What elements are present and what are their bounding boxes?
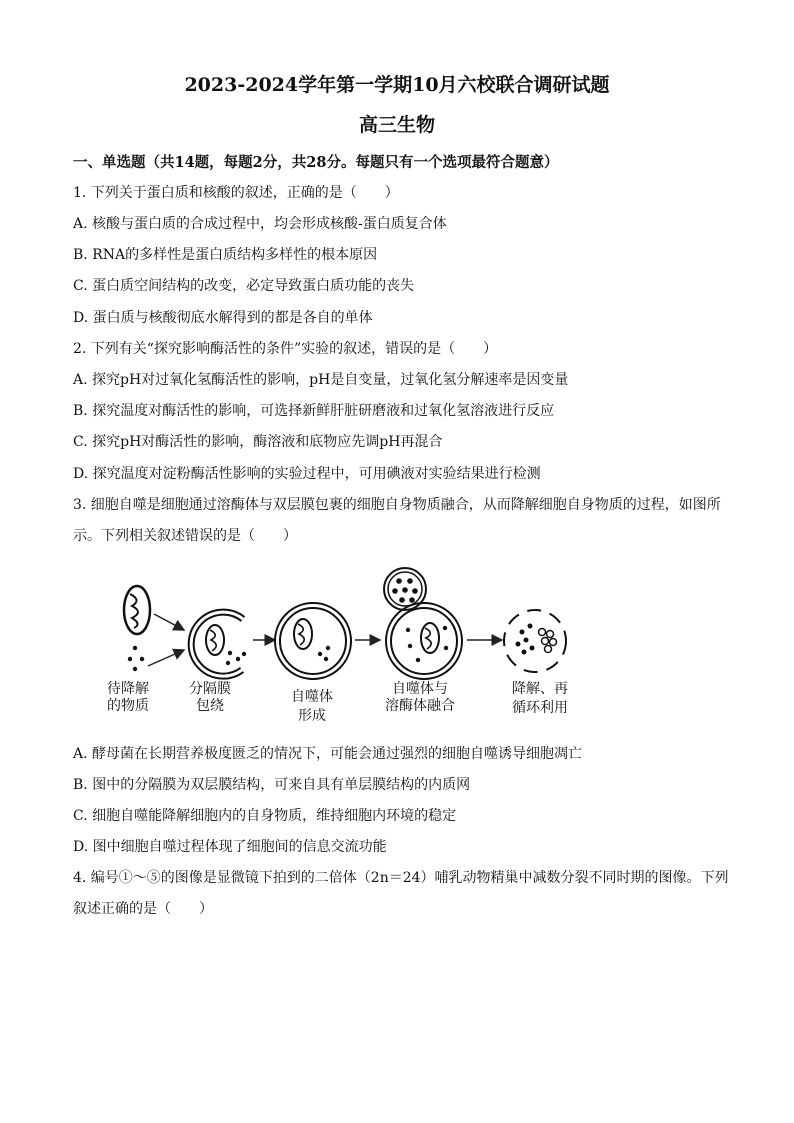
label-recycle-line-1: 降解、再: [512, 681, 568, 697]
question-2-option-c: C. 探究pH对酶活性的影响，酶溶液和底物应先调pH再混合: [73, 434, 443, 450]
question-3-option-b: B. 图中的分隔膜为双层膜结构，可来自具有单层膜结构的内质网: [73, 777, 471, 793]
question-2-option-a: A. 探究pH对过氧化氢酶活性的影响，pH是自变量，过氧化氢分解速率是因变量: [73, 372, 569, 388]
arrow-icon: [154, 614, 184, 630]
exam-title: 2023-2024学年第一学期10月六校联合调研试题: [184, 74, 610, 96]
question-4-stem-line-2: 叙述正确的是（ ）: [73, 901, 213, 917]
exam-subtitle: 高三生物: [358, 114, 435, 136]
label-fusion-line-2: 溶酶体融合: [385, 698, 455, 714]
section-heading: 一、单选题（共14题，每题2分，共28分。每题只有一个选项最符合题意）: [73, 154, 559, 171]
question-1-option-a: A. 核酸与蛋白质的合成过程中，均会形成核酸-蛋白质复合体: [73, 216, 447, 232]
question-3-stem-line-1: 3. 细胞自噬是细胞通过溶酶体与双层膜包裹的细胞自身物质融合，从而降解细胞自身物质的过程，如图所: [73, 497, 721, 513]
label-substrate-line-1: 待降解: [107, 681, 149, 697]
question-1-option-d: D. 蛋白质与核酸彻底水解得到的都是各自的单体: [73, 310, 373, 326]
isolation-membrane-icon: [191, 612, 246, 676]
question-1-option-b: B. RNA的多样性是蛋白质结构多样性的根本原因: [73, 247, 378, 263]
question-3-option-a: A. 酵母菌在长期营养极度匮乏的情况下，可能会通过强烈的细胞自噬诱导细胞凋亡: [73, 746, 583, 762]
label-autophagosome-line-1: 自噬体: [291, 689, 333, 705]
question-1-stem: 1. 下列关于蛋白质和核酸的叙述，正确的是（ ）: [73, 185, 399, 201]
label-fusion-line-1: 自噬体与: [392, 681, 448, 697]
question-2-stem: 2. 下列有关“探究影响酶活性的条件”实验的叙述，错误的是（ ）: [73, 341, 498, 357]
small-particles-icon: [128, 646, 144, 671]
question-4-stem-line-1: 4. 编号①～⑤的图像是显微镜下拍到的二倍体（2n＝24）哺乳动物精巢中减数分裂不同时期的图像。下列: [73, 870, 729, 886]
question-2-option-d: D. 探究温度对淀粉酶活性影响的实验过程中，可用碘液对实验结果进行检测: [73, 466, 541, 482]
question-3-option-d: D. 图中细胞自噬过程体现了细胞间的信息交流功能: [73, 839, 387, 855]
autophagosome-icon: [275, 603, 351, 679]
question-2-option-b: B. 探究温度对酶活性的影响，可选择新鲜肝脏研磨液和过氧化氢溶液进行反应: [73, 403, 555, 419]
mitochondrion-icon: [124, 586, 150, 634]
label-isolation-line-1: 分隔膜: [189, 681, 231, 697]
label-isolation-line-2: 包绕: [196, 698, 224, 714]
label-substrate-line-2: 的物质: [107, 698, 149, 714]
autolysosome-icon: [386, 603, 462, 679]
label-recycle-line-2: 循环利用: [512, 700, 568, 716]
degraded-products-icon: [504, 610, 566, 672]
label-autophagosome-line-2: 形成: [298, 708, 326, 724]
arrow-icon: [148, 650, 184, 666]
question-1-option-c: C. 蛋白质空间结构的改变，必定导致蛋白质功能的丧失: [73, 278, 415, 294]
question-3-stem-line-2: 示。下列相关叙述错误的是（ ）: [73, 528, 297, 544]
autophagy-diagram: [90, 562, 590, 732]
question-3-option-c: C. 细胞自噬能降解细胞内的自身物质，维持细胞内环境的稳定: [73, 808, 457, 824]
